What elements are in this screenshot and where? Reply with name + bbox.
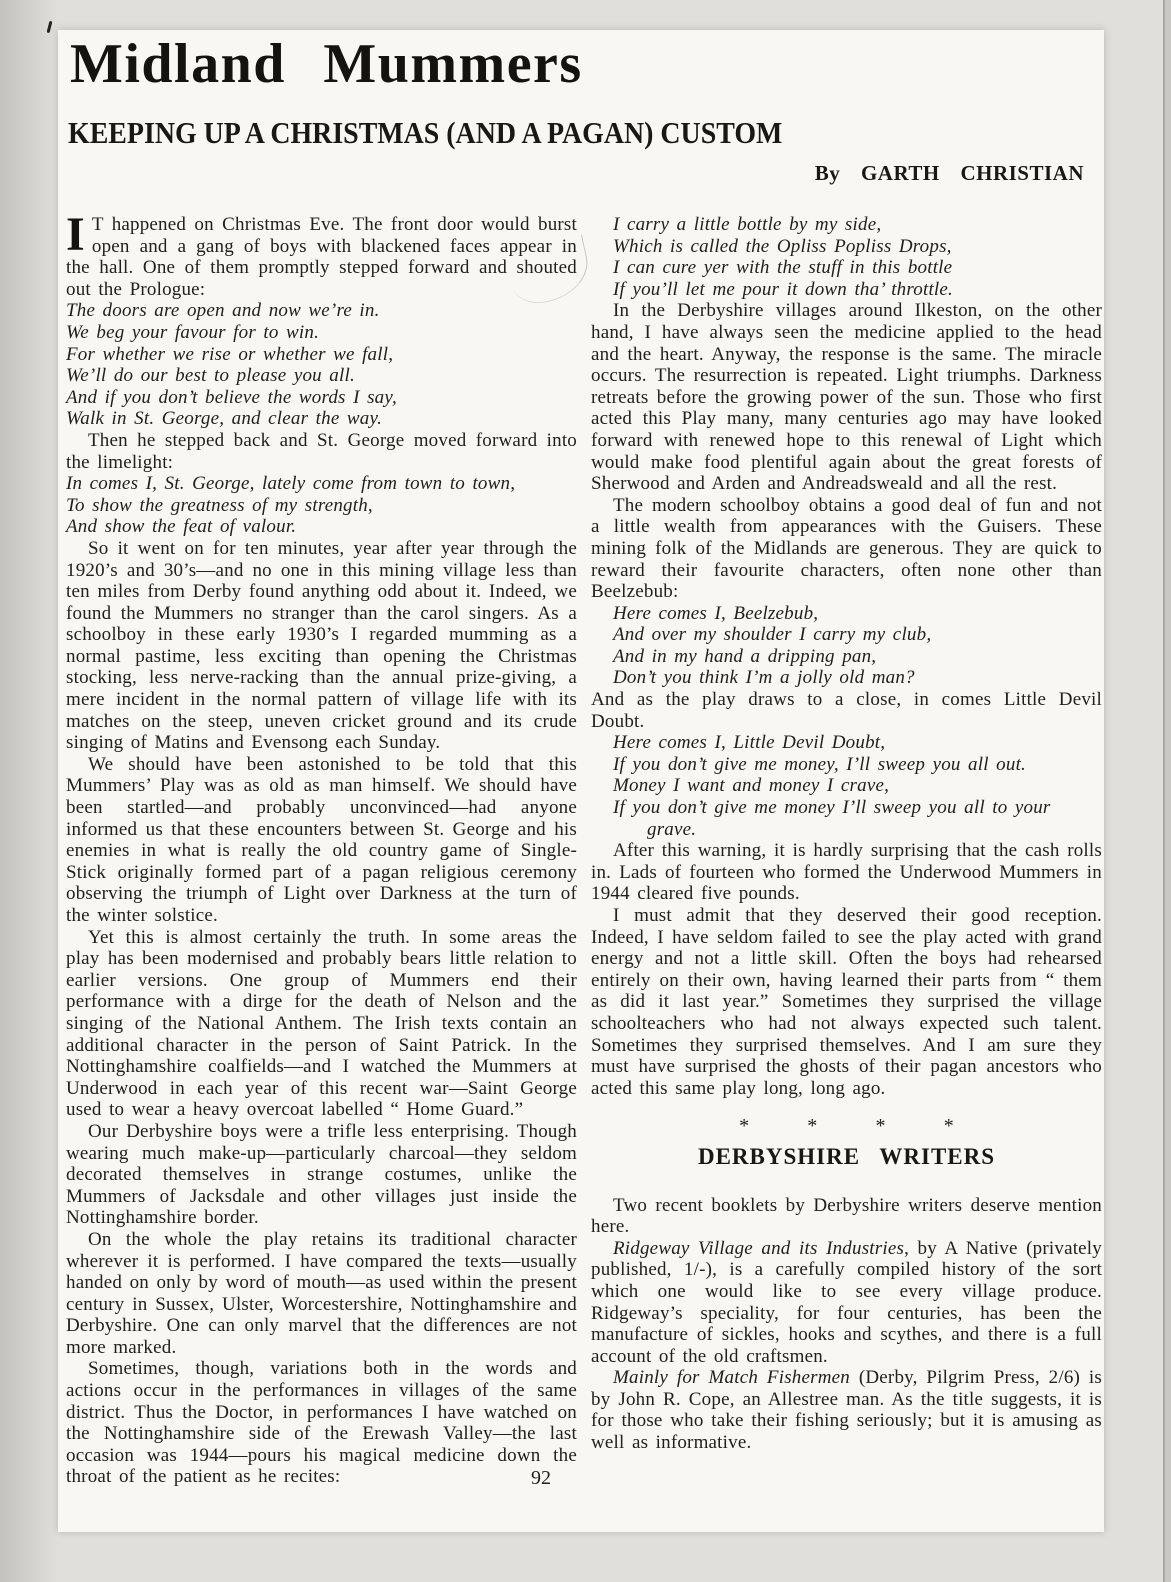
article-body <box>66 208 1102 1488</box>
paragraph <box>591 1367 1102 1453</box>
star-glyph: * <box>943 1115 954 1138</box>
page-number: 92 <box>531 1467 551 1489</box>
verse-line: To show the greatness of my strength, <box>66 494 373 516</box>
verse <box>66 300 577 430</box>
verse-line: And over my shoulder I carry my club, <box>613 624 932 646</box>
verse-line: Money I want and money I crave, <box>613 775 890 797</box>
paragraph: On the whole the play retains its traditional character wherever it is performed. I have compared the texts—usually handed on only by word of mouth—as used within the present century in Sussex, Ulster, Worcestershire, Nottinghamshire and Derbyshire. One can only marvel that the differences are not more marked. <box>66 1228 577 1358</box>
star-glyph: * <box>739 1115 750 1138</box>
verse-line: We beg your favour for to win. <box>66 321 320 343</box>
star-glyph: * <box>875 1115 886 1138</box>
paragraph-text: , by A Native (privately published, 1/-), is a carefully compiled history of the sort which one would like to see every village produce. Ridgeway’s speciality, for four centuries, has been the manufacture of sickles, hooks and scythes, and there is a full account of the old craftsmen. <box>591 1237 1102 1367</box>
paragraph: And as the play draws to a close, in comes Little Devil Doubt. <box>591 689 1102 732</box>
verse <box>66 473 577 538</box>
paragraph: The modern schoolboy obtains a good deal of fun and not a little wealth from appearances with the Guisers. These mining folk of the Midlands are generous. They are quick to reward their favourite characters, often none other than Beelzebub: <box>591 494 1102 603</box>
verse <box>591 732 1102 840</box>
paragraph: In the Derbyshire villages around Ilkeston, on the other hand, I have always seen the medicine applied to the head and the heart. Anyway, the response is the same. The miracle occurs. The resurrection is repeated. Light triumphs. Darkness retreats before the growing power of the sun. Those who first acted this Play many, many centuries ago may have looked forward with renewed hope to this renewal of Light which would make food plentiful again about the great forests of Sherwood and Arden and Andreadsweald and all the rest. <box>591 300 1102 495</box>
paragraph: I must admit that they deserved their good reception. Indeed, I have seldom failed to see the play acted with grand energy and not a little skill. Often the boys had rehearsed entirely on their own, having learned their parts from “ them as did it last year.” Sometimes they surprised the village schoolteachers who had not always expected such talent. Sometimes they surprised themselves. And I am sure they must have surprised the ghosts of their pagan ancestors who acted this same play long, long ago. <box>591 905 1102 1099</box>
paragraph: Sometimes, though, variations both in the words and actions occur in the performances in villages of the same district. Thus the Doctor, in performances I have watched on the Nottinghamshire side of the Erewash Valley—the last occasion was 1944—pours his magical medicine down the throat of the patient as he recites: <box>66 1358 577 1488</box>
verse-line: Here comes I, Beelzebub, <box>613 602 819 624</box>
magazine-page <box>58 30 1104 1532</box>
verse-line: I carry a little bottle by my side, <box>613 214 882 235</box>
article-subtitle: KEEPING UP A CHRISTMAS (AND A PAGAN) CUSTOM <box>68 115 783 150</box>
paragraph: After this warning, it is hardly surprising that the cash rolls in. Lads of fourteen who formed the Underwood Mummers in 1944 cleared five pounds. <box>591 840 1102 905</box>
book-title: Ridgeway Village and its Industries <box>613 1237 905 1259</box>
paragraph <box>591 1238 1102 1368</box>
verse-line: Here comes I, Little Devil Doubt, <box>613 732 886 754</box>
verse-line: In comes I, St. George, lately come from town to town, <box>66 473 516 495</box>
verse-line: And if you don’t believe the words I say, <box>66 386 397 408</box>
verse-line: Don’t you think I’m a jolly old man? <box>613 667 915 689</box>
verse-line: grave. <box>647 818 697 840</box>
scan-left-shadow <box>0 0 58 1582</box>
paragraph: Yet this is almost certainly the truth. In some areas the play has been modernised and probably bears little relation to earlier versions. One group of Mummers end their performance with a dirge for the death of Nelson and the singing of the National Anthem. The Irish texts contain an additional character in the person of Saint Patrick. In the Nottinghamshire coalfields—and I watched the Mummers at Underwood in each year of this recent war—Saint George used to wear a heavy overcoat labelled “ Home Guard.” <box>66 926 577 1121</box>
verse-line: I can cure yer with the stuff in this bottle <box>613 257 953 279</box>
verse-line: Which is called the Opliss Popliss Drops, <box>613 235 952 257</box>
verse-line: If you’ll let me pour it down tha’ throttle. <box>613 278 953 300</box>
paragraph <box>66 208 577 300</box>
verse-line: For whether we rise or whether we fall, <box>66 343 394 365</box>
section-heading: DERBYSHIRE WRITERS <box>697 1143 996 1169</box>
verse-line: If you don’t give me money I’ll sweep you all to your <box>613 797 1051 819</box>
left-column <box>66 208 577 1488</box>
book-title: Mainly for Match Fishermen <box>613 1367 850 1389</box>
star-glyph: * <box>807 1115 818 1138</box>
right-column <box>591 214 1102 1488</box>
paragraph: Then he stepped back and St. George moved forward into the limelight: <box>66 429 577 473</box>
verse <box>591 214 1102 300</box>
byline: By GARTH CHRISTIAN <box>814 161 1084 185</box>
separator-stars <box>591 1116 1102 1138</box>
verse-line: The doors are open and now we’re in. <box>66 300 380 322</box>
verse-line: And show the feat of valour. <box>66 516 297 538</box>
verse-line: If you don’t give me money, I’ll sweep you all out. <box>613 753 1026 775</box>
paragraph-text: (Derby, Pilgrim Press, 2/6) is by John R. Cope, an Allestree man. As the title suggests, it is for those who take their fishing seriously; but it is amusing as well as informative. <box>591 1367 1102 1454</box>
paragraph: Two recent booklets by Derbyshire writers deserve mention here. <box>591 1194 1102 1238</box>
paragraph: Our Derbyshire boys were a trifle less enterprising. Though wearing much make-up—particularly charcoal—they seldom decorated themselves in strange costumes, unlike the Mummers of Jacksdale and other villages just inside the Nottinghamshire border. <box>66 1120 577 1229</box>
verse-line: Walk in St. George, and clear the way. <box>66 408 383 430</box>
verse <box>591 603 1102 689</box>
drop-cap: I <box>66 208 85 261</box>
paragraph: So it went on for ten minutes, year after year through the 1920’s and 30’s—and no one in this mining village less than ten miles from Derby found anything odd about it. Indeed, we found the Mummers no stranger than the carol singers. As a schoolboy in these early 1930’s I regarded mumming as a normal pastime, less exciting than opening the Christmas stocking, less nerve-racking than the annual prize-giving, a mere incident in the normal pattern of village life with its matches on the steep, uneven cricket ground and its crude singing of Matins and Evensong each Sunday. <box>66 537 577 754</box>
verse-line: And in my hand a dripping pan, <box>613 645 877 667</box>
paragraph-text: T happened on Christmas Eve. The front door would burst open and a gang of boys with blackened faces appear in the hall. One of them promptly stepped forward and shouted out the Prologue: <box>66 214 577 300</box>
verse-line: We’ll do our best to please you all. <box>66 365 355 387</box>
scan-outer-edge <box>1165 0 1171 1582</box>
article-title: Midland Mummers <box>70 33 583 95</box>
page-edge-line <box>1163 0 1165 1582</box>
paragraph: We should have been astonished to be told that this Mummers’ Play was as old as man himself. We should have been startled—and probably unconvinced—had anyone informed us that these encounters between St. George and his enemies in what is really the old country game of Single-Stick originally formed part of a pagan religious ceremony observing the triumph of Light over Darkness at the turn of the winter solstice. <box>66 753 577 926</box>
